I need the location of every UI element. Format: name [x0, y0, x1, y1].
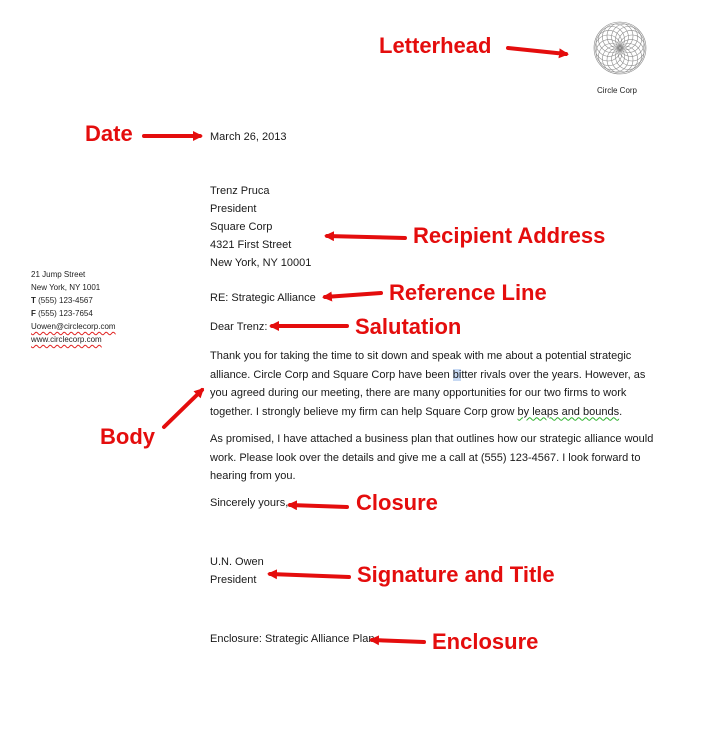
grammar-flag: by leaps and bounds — [517, 405, 620, 418]
recipient-title: President — [210, 203, 257, 215]
annotation-salutation: Salutation — [355, 314, 462, 339]
body-paragraph-1: Thank you for taking the time to sit down and speak with me about a potential strategic alliance. Circle Corp and Square Corp have been bitter rivals over the years. However, as you agreed during our meeting, there are many opportunities for our two firms to work together. I strongly believe my firm can help Square Corp grow by leaps and bounds. — [210, 350, 646, 418]
closure: Sincerely yours, — [210, 497, 289, 509]
sender-city: New York, NY 1001 — [31, 283, 101, 292]
salutation: Dear Trenz: — [210, 321, 268, 333]
annotation-enclosure: Enclosure — [432, 629, 539, 654]
text-selection: bi — [452, 368, 462, 381]
signature-title: President — [210, 574, 257, 586]
annotation-letterhead: Letterhead — [379, 33, 492, 58]
recipient-street: 4321 First Street — [210, 239, 292, 251]
annotation-date: Date — [85, 121, 133, 146]
sender-street: 21 Jump Street — [31, 270, 86, 279]
annotation-reference-line: Reference Line — [389, 280, 547, 305]
arrow-signature — [270, 574, 349, 577]
reference-line: RE: Strategic Alliance — [210, 292, 316, 304]
recipient-company: Square Corp — [210, 221, 273, 233]
recipient-name: Trenz Pruca — [210, 185, 270, 197]
annotation-recipient-address: Recipient Address — [413, 223, 606, 248]
arrow-closure — [290, 505, 347, 507]
signature-name: U.N. Owen — [210, 556, 264, 568]
arrow-recipient-address — [327, 236, 405, 238]
letterhead-company-name: Circle Corp — [597, 86, 638, 95]
arrow-body — [164, 390, 202, 427]
arrow-reference-line — [325, 293, 381, 297]
annotation-body: Body — [100, 424, 155, 449]
sender-website-link[interactable]: www.circlecorp.com — [31, 335, 102, 344]
annotation-signature-title: Signature and Title — [357, 562, 555, 587]
letter-date: March 26, 2013 — [210, 131, 287, 143]
sender-email-link[interactable]: Uowen@circlecorp.com — [31, 322, 116, 331]
sender-phone: T (555) 123-4567 — [31, 296, 93, 305]
arrow-enclosure — [372, 640, 424, 642]
annotation-closure: Closure — [356, 490, 438, 515]
sender-fax: F (555) 123-7654 — [31, 309, 93, 318]
recipient-city: New York, NY 10001 — [210, 257, 312, 269]
enclosure-line: Enclosure: Strategic Alliance Plan — [210, 633, 375, 645]
arrow-letterhead — [508, 48, 566, 54]
body-paragraph-2: As promised, I have attached a business plan that outlines how our strategic alliance would work. Please look over the details and give me a call at (555) 123-4567. I look forward to hearing from you. — [210, 433, 654, 482]
